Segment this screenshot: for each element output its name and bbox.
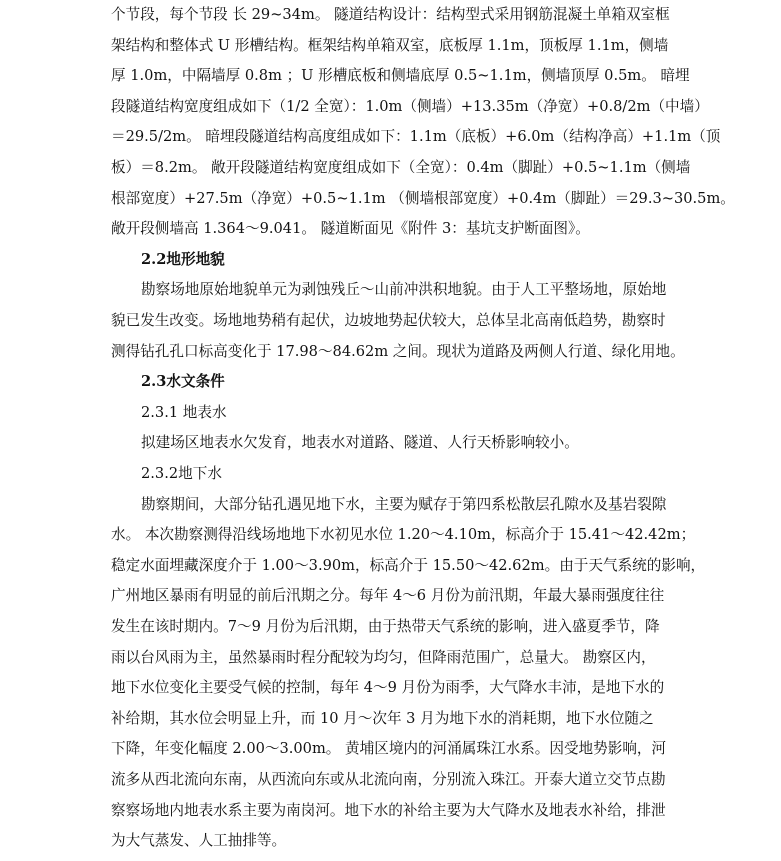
body-line: 发生在该时期内。7～9 月份为后汛期，由于热带天气系统的影响，进入盛夏季节，降 <box>111 618 660 635</box>
subsection-heading: 2.3.2地下水 <box>141 465 222 482</box>
section-heading: 2.3水文条件 <box>141 373 225 390</box>
body-line: 根部宽度）+27.5m（净宽）+0.5~1.1m （侧墙根部宽度）+0.4m（脚趾）＝29.3~30.5m。 <box>111 190 735 207</box>
body-line: 广州地区暴雨有明显的前后汛期之分。每年 4～6 月份为前汛期，年最大暴雨强度往往 <box>111 587 665 604</box>
body-line: 板）＝8.2m。 敞开段隧道结构宽度组成如下（全宽）：0.4m（脚趾）+0.5~1.1m（侧墙 <box>111 159 691 176</box>
body-line: 段隧道结构宽度组成如下（1/2 全宽）：1.0m（侧墙）+13.35m（净宽）+0.8/2m（中墙） <box>111 98 709 115</box>
section-heading: 2.2地形地貌 <box>141 251 225 268</box>
body-line: 补给期，其水位会明显上升，而 10 月～次年 3 月为地下水的消耗期，地下水位随之 <box>111 710 654 727</box>
paragraph-first-line: 勘察期间，大部分钻孔遇见地下水，主要为赋存于第四系松散层孔隙水及基岩裂隙 <box>141 496 667 513</box>
body-line: 厚 1.0m，中隔墙厚 0.8m ；U 形槽底板和侧墙底厚 0.5~1.1m，侧墙顶厚 0.5m。 暗埋 <box>111 67 690 84</box>
body-line: 稳定水面埋藏深度介于 1.00～3.90m，标高介于 15.50～42.62m。由于天气系统的影响， <box>111 557 706 574</box>
body-line: 测得钻孔孔口标高变化于 17.98～84.62m 之间。现状为道路及两侧人行道、绿化用地。 <box>111 343 685 360</box>
body-line: 地下水位变化主要受气候的控制，每年 4～9 月份为雨季，大气降水丰沛，是地下水的 <box>111 679 665 696</box>
body-line: 下降，年变化幅度 2.00～3.00m。 黄埔区境内的河涌属珠江水系。因受地势影响，河 <box>111 740 667 757</box>
body-line: ＝29.5/2m。 暗埋段隧道结构高度组成如下：1.1m（底板）+6.0m（结构净高）+1.1m（顶 <box>111 128 721 145</box>
body-line: 察察场地内地表水系主要为南岗河。地下水的补给主要为大气降水及地表水补给，排泄 <box>111 802 666 819</box>
body-line: 流多从西北流向东南，从西流向东或从北流向南，分别流入珠江。开泰大道立交节点勘 <box>111 771 666 788</box>
body-line: 为大气蒸发、人工抽排等。 <box>111 832 287 849</box>
body-line: 敞开段侧墙高 1.364～9.041。 隧道断面见《附件 3：基坑支护断面图》。 <box>111 220 590 237</box>
paragraph-first-line: 拟建场区地表水欠发育，地表水对道路、隧道、人行天桥影响较小。 <box>141 434 579 451</box>
body-line: 架结构和整体式 U 形槽结构。框架结构单箱双室，底板厚 1.1m，顶板厚 1.1m，侧墙 <box>111 37 669 54</box>
body-line: 貌已发生改变。场地地势稍有起伏，边坡地势起伏较大，总体呈北高南低趋势，勘察时 <box>111 312 666 329</box>
paragraph-first-line: 勘察场地原始地貌单元为剥蚀残丘～山前冲洪积地貌。由于人工平整场地，原始地 <box>141 281 667 298</box>
body-line: 雨以台风雨为主，虽然暴雨时程分配较为均匀，但降雨范围广，总量大。 勘察区内， <box>111 649 656 666</box>
body-line: 个节段，每个节段 长 29~34m。 隧道结构设计：结构型式采用钢筋混凝土单箱双室框 <box>111 6 670 23</box>
subsection-heading: 2.3.1 地表水 <box>141 404 227 421</box>
body-line: 水。 本次勘察测得沿线场地地下水初见水位 1.20～4.10m，标高介于 15.41～42.42m； <box>111 526 696 543</box>
